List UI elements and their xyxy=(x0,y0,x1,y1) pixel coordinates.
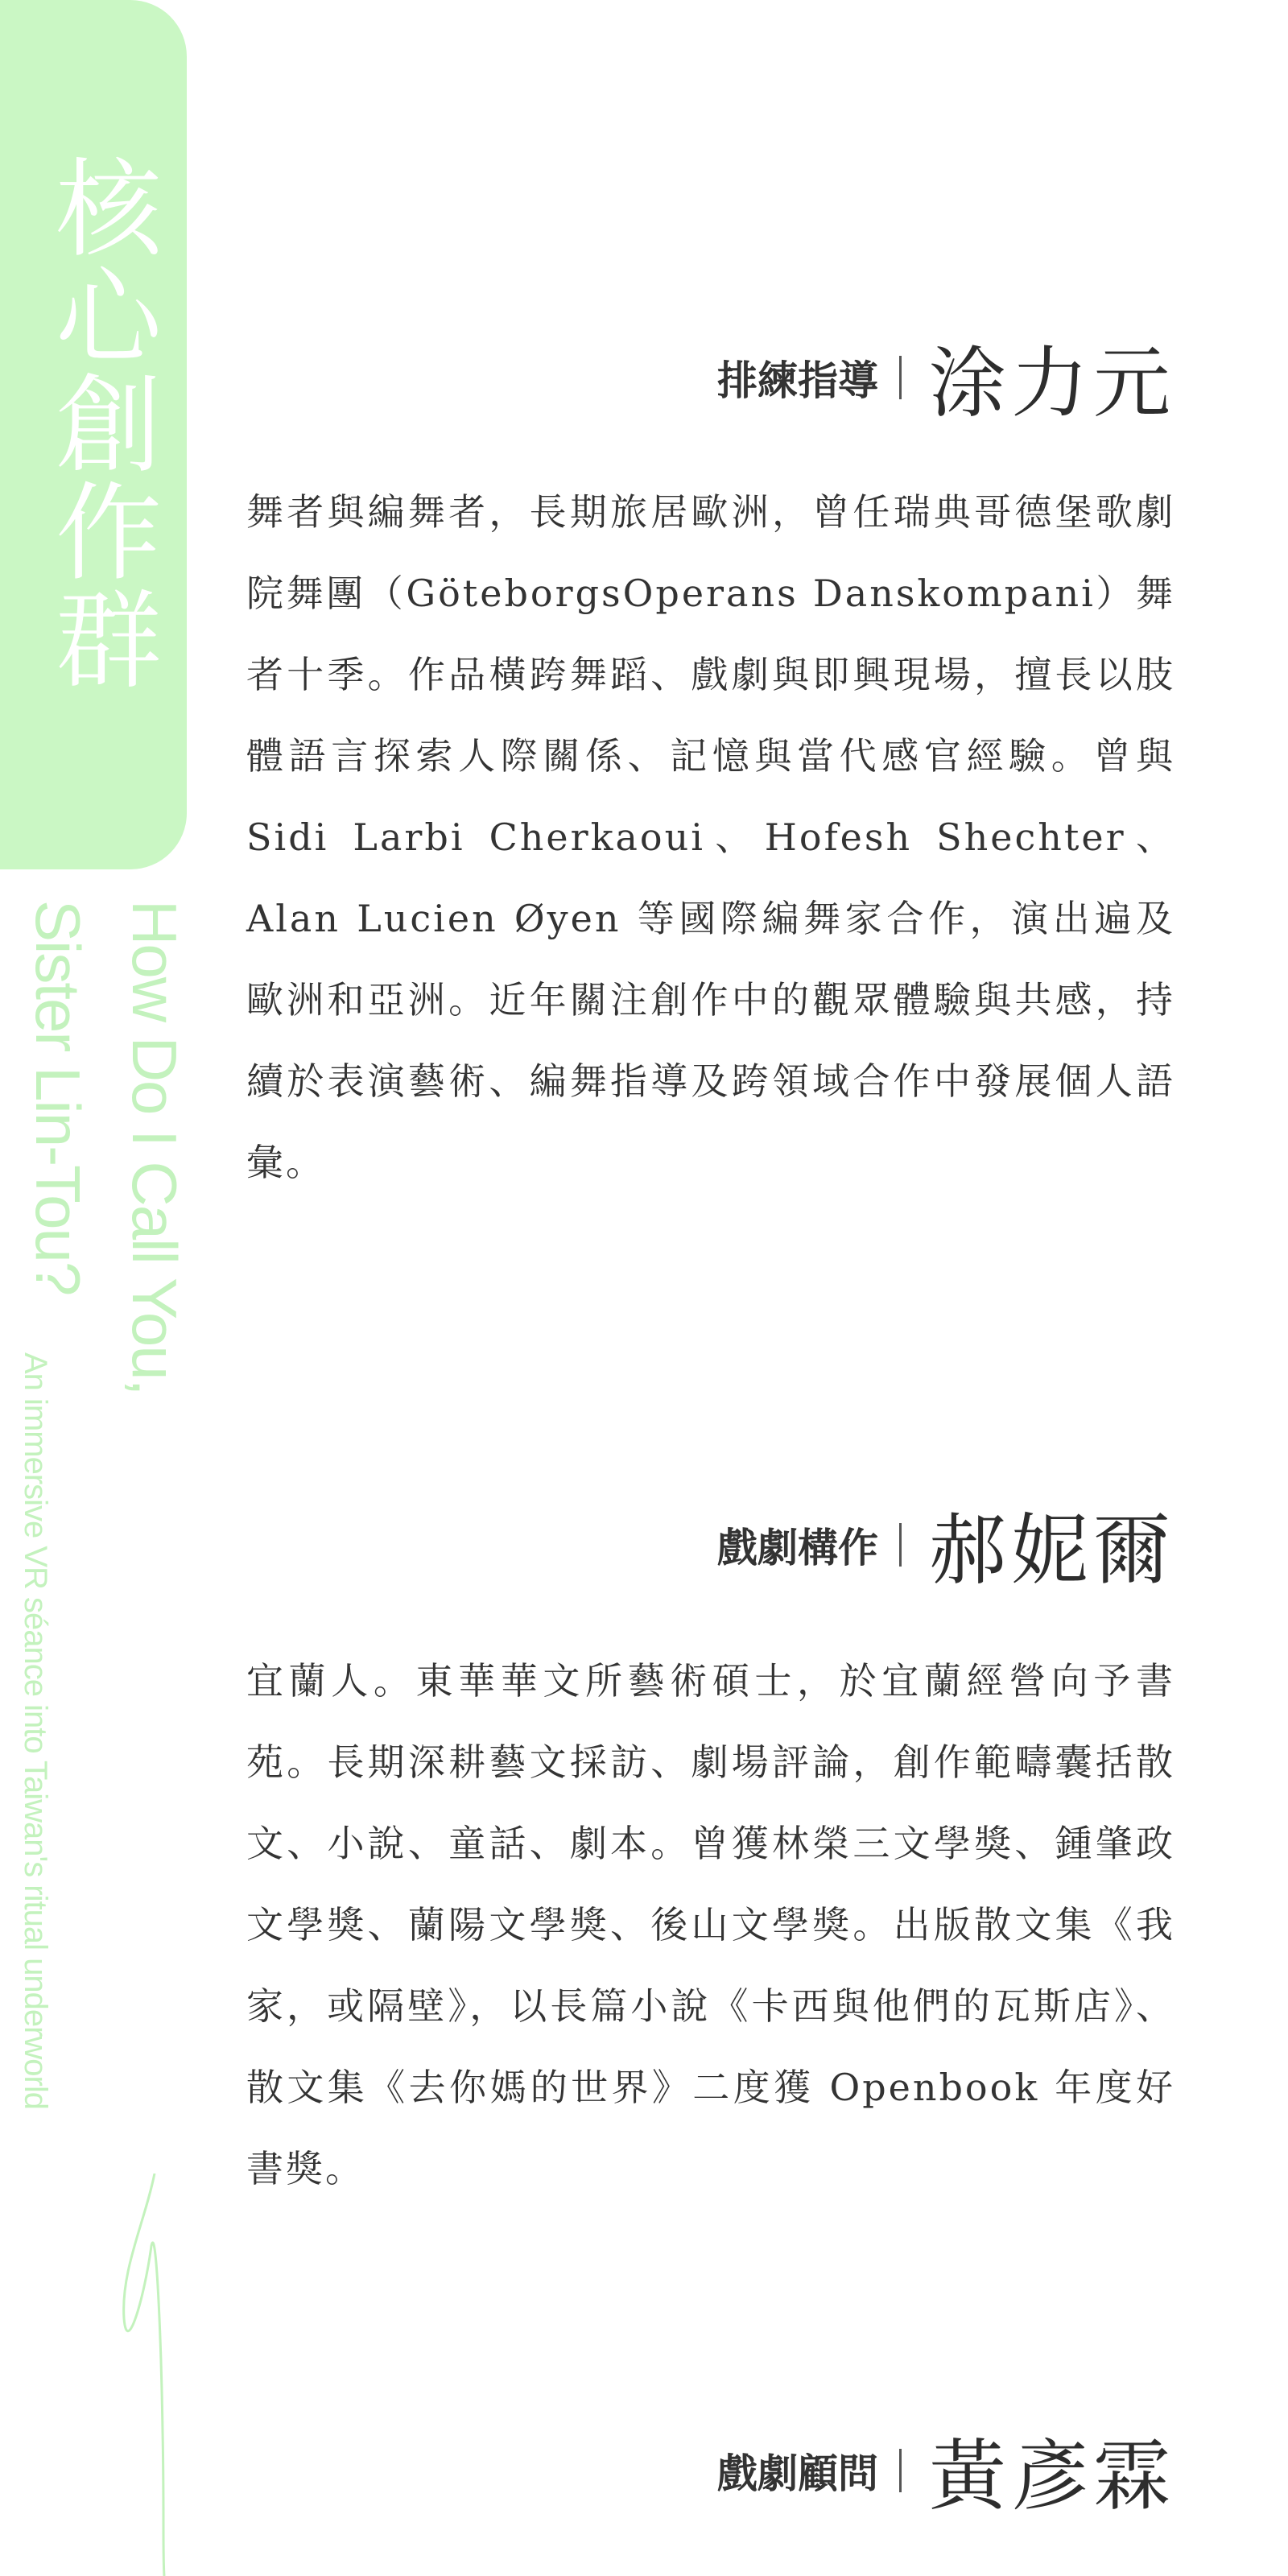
divider xyxy=(899,1523,902,1567)
production-subtitle: An immersive VR séance into Taiwan's ritual underworld xyxy=(18,1352,53,2110)
divider xyxy=(899,2449,902,2492)
sidebar-title: 核心創作群 xyxy=(37,153,161,692)
section-header-dramaturg xyxy=(717,1489,1175,1600)
role-label: 排練指導 xyxy=(717,357,878,404)
role-label: 戲劇顧問 xyxy=(717,2450,878,2497)
bio-paragraph: 宜蘭人。東華華文所藝術碩士，於宜蘭經營向予書苑。長期深耕藝文採訪、劇場評論，創作範疇囊括散文、小說、童話、劇本。曾獲林榮三文學獎、鍾肇政文學獎、蘭陽文學獎、後山文學獎。出版散文集《我家，或隔壁》，以長篇小說《卡西與他們的瓦斯店》、散文集《去你媽的世界》二度獲 Openbook 年度好書獎。 xyxy=(246,1659,1175,2190)
role-label: 戲劇構作 xyxy=(717,1524,878,1571)
production-title-line1: How Do I Call You, xyxy=(119,900,190,1395)
person-name: 郝妮爾 xyxy=(929,1505,1175,1596)
person-name: 涂力元 xyxy=(929,338,1175,428)
sidebar-tab xyxy=(0,0,187,869)
bio-paragraph: 舞者與編舞者，長期旅居歐洲，曾任瑞典哥德堡歌劇院舞團（GöteborgsOperans Danskompani）舞者十季。作品橫跨舞蹈、戲劇與即興現場，擅長以肢體語言探索人際關係、記憶與當代感官經驗。曾與 Sidi Larbi Cherkaoui、Hofesh Shechter、Alan Lucien Øyen 等國際編舞家合作，演出遍及歐洲和亞洲。近年關注創作中的觀眾體驗與共感，持續於表演藝術、編舞指導及跨領域合作中發展個人語彙。 xyxy=(246,490,1175,1184)
person-name: 黃彥霖 xyxy=(929,2431,1175,2521)
production-title-line2: Sister Lin-Tou? xyxy=(23,900,93,1295)
section-header-rehearsal xyxy=(717,322,1175,432)
divider xyxy=(899,356,902,399)
section-header-advisor xyxy=(717,2415,1175,2525)
decorative-line xyxy=(113,2174,177,2576)
